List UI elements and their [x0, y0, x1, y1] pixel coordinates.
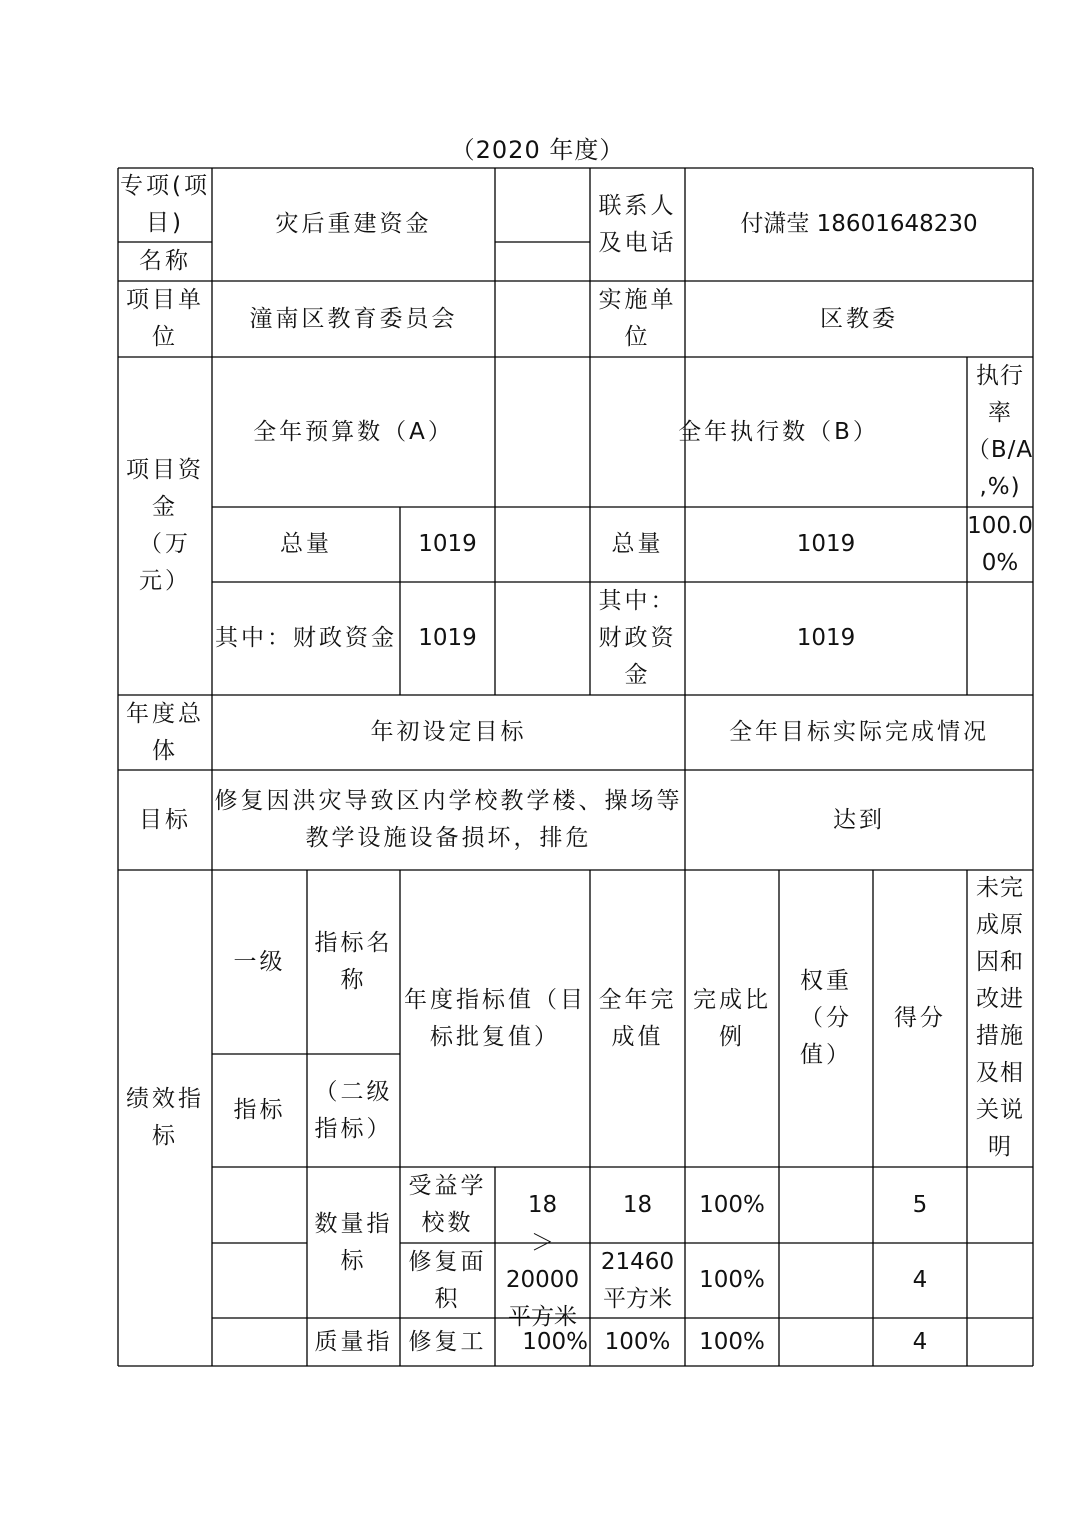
table-row-target: 100%	[522, 1328, 588, 1355]
table-row-target: 18	[527, 1191, 558, 1218]
contact-value: 付潇莹 18601648230	[740, 211, 978, 237]
table-row-weight	[779, 1167, 873, 1243]
execution-rate-label: 执行 率 （B/A ,%)	[966, 363, 1034, 500]
implementing-unit-label: 实施单 位	[598, 287, 677, 350]
budget-fiscal-value: 1019	[418, 625, 477, 651]
project-funds-label: 项目资 金 （万 元）	[126, 457, 204, 594]
implementing-unit-value: 区教委	[820, 305, 898, 332]
year-title: （2020 年度）	[450, 136, 625, 164]
execution-fiscal-value: 1019	[796, 625, 856, 651]
execution-total-label: 总量	[611, 531, 664, 557]
table-row-note	[967, 1318, 1033, 1366]
budget-fiscal-label: 其中：财政资金	[215, 625, 397, 651]
table-row-score: 4	[912, 1267, 928, 1293]
level1-header-cont: 指标	[233, 1097, 286, 1123]
table-row-ratio: 100%	[699, 1328, 765, 1355]
level1-header: 一级	[233, 948, 286, 975]
table-row-score: 5	[912, 1191, 928, 1218]
table-row-note	[967, 1167, 1033, 1243]
budget-total-label: 总量	[280, 531, 332, 557]
annual-goal-label: 年度总 体	[126, 700, 204, 764]
table-row-note	[967, 1243, 1033, 1318]
indicator-name-header-cont: （二级 指标）	[314, 1078, 393, 1142]
completion-ratio-header: 完成比 例	[693, 986, 771, 1050]
table-row-actual: 21460 平方米	[600, 1248, 675, 1312]
table-row-ratio: 100%	[699, 1267, 765, 1293]
project-name-value: 灾后重建资金	[275, 211, 432, 237]
initial-goal-label: 年初设定目标	[370, 719, 527, 745]
quantity-indicator-label: 数量指 标	[314, 1210, 393, 1274]
table-row-actual: 100%	[604, 1328, 671, 1355]
annual-target-header: 年度指标值（目 标批复值）	[404, 986, 586, 1050]
table-row-weight	[779, 1243, 873, 1318]
quality-indicator-label: 质量指	[314, 1328, 393, 1355]
performance-indicators-label: 绩效指 标	[126, 1086, 204, 1149]
table-row-score: 4	[912, 1328, 928, 1355]
actual-completion-value: 达到	[833, 806, 885, 833]
project-unit-label: 项目单 位	[126, 287, 204, 350]
score-header: 得分	[894, 1005, 946, 1031]
annual-actual-header: 全年完 成值	[598, 986, 677, 1050]
project-name-label-cont: 名称	[139, 248, 191, 274]
annual-goal-label-cont: 目标	[139, 806, 191, 833]
reason-header-cont: 及相 关说 明	[976, 1060, 1024, 1160]
indicator-name-header: 指标名 称	[314, 930, 393, 993]
reason-header: 未完 成原 因和 改进 措施	[976, 874, 1024, 1049]
table-row-actual: 18	[622, 1191, 653, 1218]
table-row-indicator-name: 修复工	[408, 1328, 487, 1355]
execution-total-value: 1019	[796, 531, 856, 557]
weight-header: 权重 （分 值）	[800, 968, 852, 1068]
table-row-target: ＞20000 平方米	[505, 1230, 580, 1330]
budget-total-value: 1019	[418, 531, 477, 557]
annual-execution-label: 全年执行数（B）	[678, 418, 879, 445]
table-row-weight	[779, 1318, 873, 1366]
actual-completion-label: 全年目标实际完成情况	[729, 719, 989, 745]
table-row-indicator-name: 修复面 积	[408, 1248, 487, 1312]
project-unit-value: 潼南区教育委员会	[249, 305, 458, 332]
project-name-label: 专项(项 目)	[120, 173, 210, 236]
table-row-ratio: 100%	[699, 1191, 765, 1218]
contact-label: 联系人 及电话	[598, 192, 677, 256]
annual-budget-label: 全年预算数（A）	[253, 418, 454, 445]
execution-rate-value: 100.0 0%	[967, 512, 1033, 576]
initial-goal-value: 修复因洪灾导致区内学校教学楼、操场等 教学设施设备损坏，排危	[214, 788, 683, 851]
table-row-indicator-name: 受益学 校数	[408, 1173, 487, 1236]
execution-fiscal-label: 其中： 财政资 金	[598, 588, 677, 688]
